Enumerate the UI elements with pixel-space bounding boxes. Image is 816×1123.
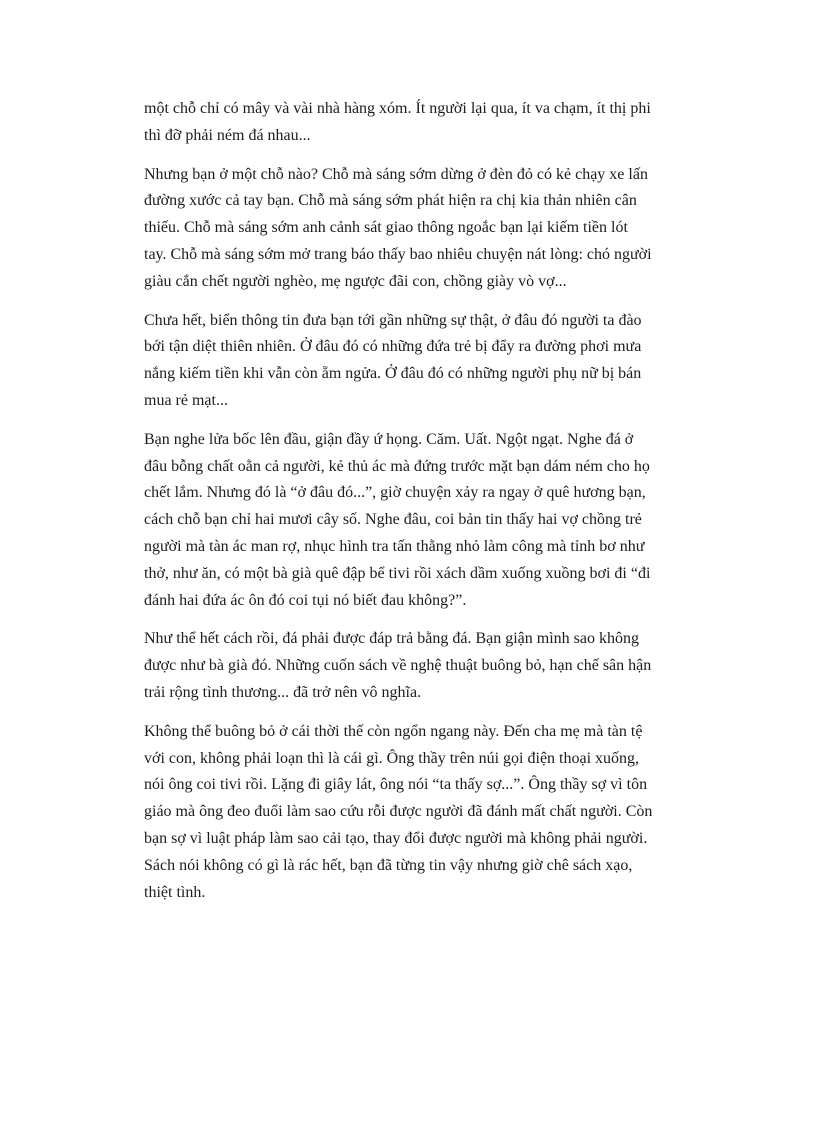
- text-line: trải rộng tình thương... đã trở nên vô nghĩa.: [144, 683, 422, 701]
- text-line: đường xước cả tay bạn. Chỗ mà sáng sớm phát hiện ra chị kia thản nhiên cân: [144, 192, 637, 210]
- paragraph-2: [144, 162, 679, 296]
- text-line: thiếu. Chỗ mà sáng sớm anh cảnh sát giao thông ngoắc bạn lại kiếm tiền lót: [144, 219, 628, 237]
- body-text: [144, 96, 679, 918]
- text-line: thở, như ăn, có một bà già quê đập bể tivi rồi xách dầm xuống xuồng bơi đi “đi: [144, 564, 651, 582]
- text-line: một chỗ chỉ có mây và vài nhà hàng xóm. Ít người lại qua, ít va chạm, ít thị phi: [144, 100, 651, 117]
- text-line: cách chỗ bạn chỉ hai mươi cây số. Nghe đâu, coi bản tin thấy hai vợ chồng trẻ: [144, 511, 642, 529]
- text-line: Nhưng bạn ở một chỗ nào? Chỗ mà sáng sớm dừng ở đèn đỏ có kẻ chạy xe lấn: [144, 165, 648, 183]
- paragraph-1: [144, 96, 679, 150]
- text-line: thiệt tình.: [144, 883, 206, 901]
- paragraph-3: [144, 308, 679, 415]
- text-line: Như thể hết cách rồi, đá phải được đáp trả bằng đá. Bạn giận mình sao không: [144, 630, 639, 648]
- text-line: nói ông coi tivi rồi. Lặng đi giây lát, ông nói “ta thấy sợ...”. Ông thầy sợ vì tôn: [144, 776, 648, 794]
- paragraph-4: [144, 427, 679, 615]
- text-line: chết lắm. Nhưng đó là “ở đâu đó...”, giờ chuyện xảy ra ngay ở quê hương bạn,: [144, 484, 646, 502]
- paragraph-5: [144, 626, 679, 706]
- text-line: nắng kiếm tiền khi vẫn còn ẵm ngửa. Ở đâu đó có những người phụ nữ bị bán: [144, 365, 642, 383]
- text-line: thì đỡ phải ném đá nhau...: [144, 126, 311, 144]
- text-line: bạn sợ vì luật pháp làm sao cải tạo, thay đổi được người mà không phải người.: [144, 829, 648, 847]
- paragraph-6: [144, 719, 679, 907]
- text-line: giáo mà ông đeo đuổi làm sao cứu rỗi được người đã đánh mất chất người. Còn: [144, 803, 653, 821]
- text-line: người mà tàn ác man rợ, nhục hình tra tấn thằng nhỏ làm công mà tỉnh bơ như: [144, 537, 645, 555]
- text-line: mua rẻ mạt...: [144, 391, 228, 409]
- text-line: Bạn nghe lửa bốc lên đầu, giận đầy ứ họng. Căm. Uất. Ngột ngạt. Nghe đá ở: [144, 430, 634, 448]
- text-line: bới tận diệt thiên nhiên. Ở đâu đó có những đứa trẻ bị đẩy ra đường phơi mưa: [144, 338, 642, 356]
- text-line: Sách nói không có gì là rác hết, bạn đã từng tin vậy nhưng giờ chê sách xạo,: [144, 856, 633, 874]
- text-line: Chưa hết, biển thông tin đưa bạn tới gần những sự thật, ở đâu đó người ta đào: [144, 311, 642, 329]
- text-line: đâu bỗng chất oằn cả người, kẻ thủ ác mà đứng trước mặt bạn dám ném cho họ: [144, 457, 650, 475]
- text-line: được như bà già đó. Những cuốn sách về nghệ thuật buông bỏ, hạn chế sân hận: [144, 657, 652, 675]
- text-line: với con, không phải loạn thì là cái gì. Ông thầy trên núi gọi điện thoại xuống,: [144, 749, 640, 767]
- text-line: tay. Chỗ mà sáng sớm mở trang báo thấy bao nhiêu chuyện nát lòng: chó người: [144, 245, 652, 263]
- text-line: đánh hai đứa ác ôn đó coi tụi nó biết đau không?”.: [144, 591, 467, 609]
- text-line: giàu cắn chết người nghèo, mẹ ngược đãi con, chồng giày vò vợ...: [144, 272, 567, 290]
- text-line: Không thể buông bỏ ở cái thời thế còn ngổn ngang này. Đến cha mẹ mà tàn tệ: [144, 722, 643, 740]
